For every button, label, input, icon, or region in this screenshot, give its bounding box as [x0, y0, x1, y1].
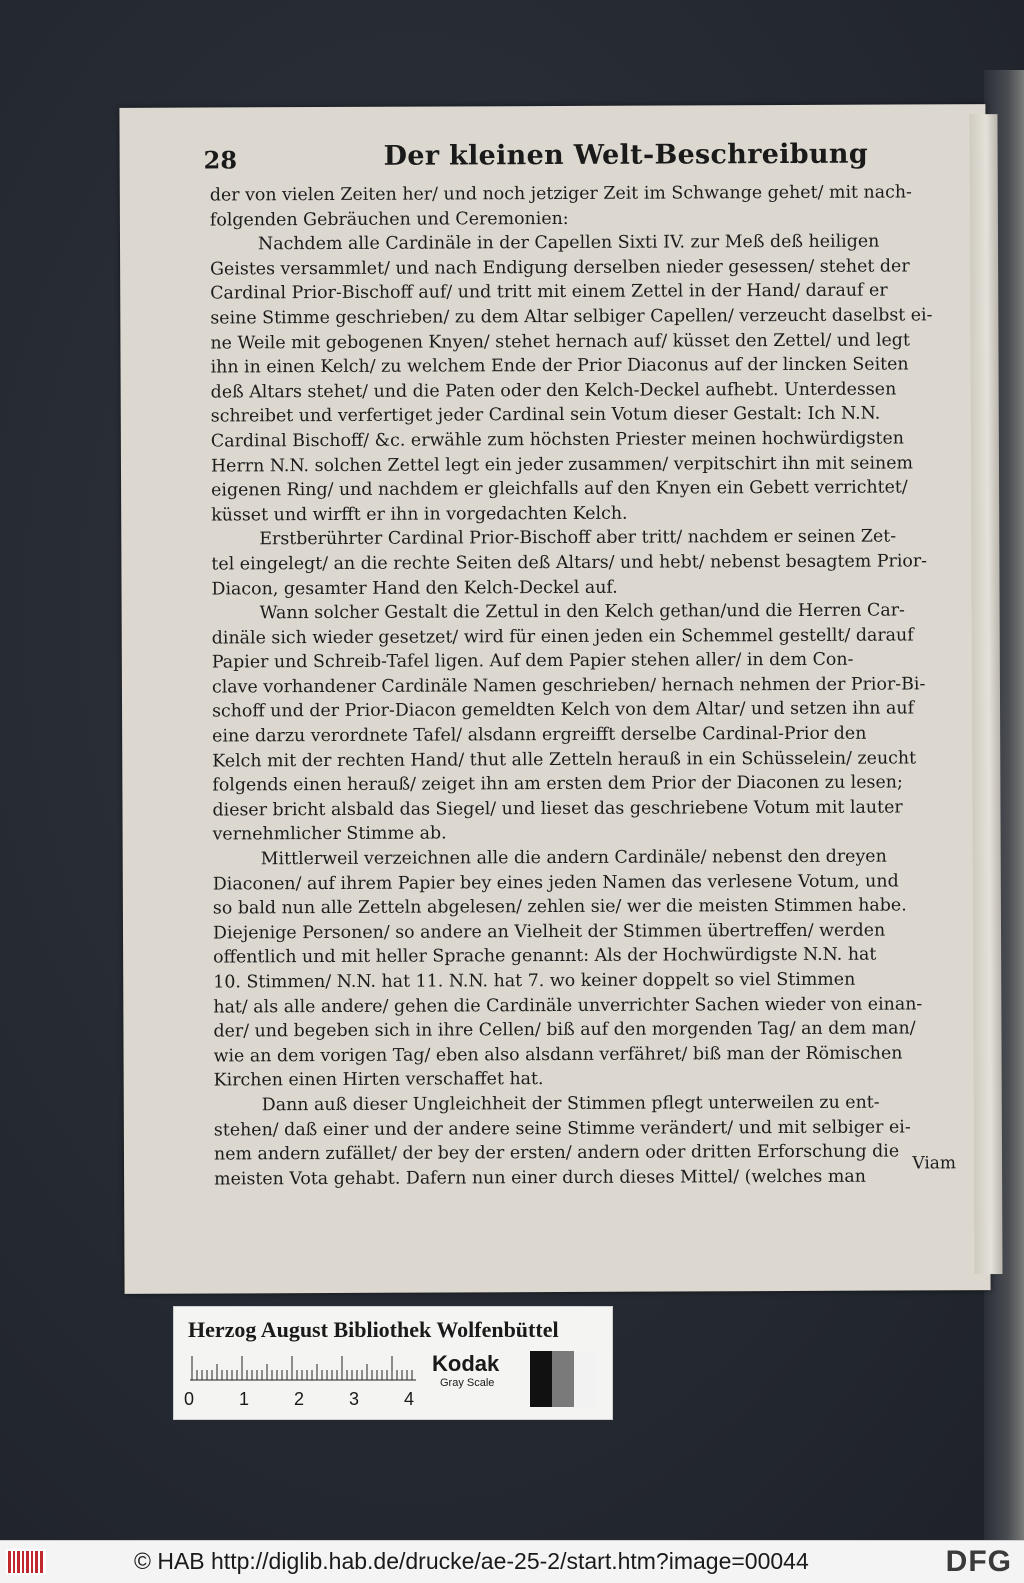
text-line: küsset und wirfft er ihn in vorgedachten Kelch. — [211, 503, 628, 526]
text-line: so bald nun alle Zetteln abgelesen/ zehlen sie/ wer die meisten Stimmen habe. — [212, 895, 907, 919]
text-line: eine darzu verordnete Tafel/ alsdann ergreifft derselbe Cardinal-Prior den — [212, 723, 867, 747]
ruler-number: 4 — [404, 1389, 415, 1409]
book-page — [119, 104, 990, 1294]
text-line: tel eingelegt/ an die rechte Seiten deß Altars/ und hebt/ nebenst besagtem Prior- — [211, 551, 928, 575]
text-line: Diaconen/ auf ihrem Papier bey eines jeden Namen das verlesene Votum, und — [212, 871, 899, 895]
text-line: Geistes versammlet/ und nach Endigung derselben nieder gesessen/ stehet der — [210, 256, 910, 280]
ruler-number: 3 — [349, 1389, 360, 1409]
running-title: Der kleinen Welt-Beschreibung — [383, 138, 869, 172]
text-line: Herrn N.N. solchen Zettel legt ein jeder zusammen/ verpitschirt ihn mit seinem — [210, 452, 914, 477]
text-line: deß Altars stehet/ und die Paten oder den Kelch-Deckel aufhebt. Unterdessen — [210, 379, 897, 403]
footer-bar — [0, 1540, 1024, 1583]
text-line: wie an dem vorigen Tag/ eben also alsdann verfähret/ biß man der Römischen — [213, 1043, 903, 1067]
text-line: offentlich und mit heller Sprache genannt: Als der Hochwürdigste N.N. hat — [213, 945, 877, 968]
body-text — [209, 180, 957, 1192]
text-line: folgends einen herauß/ zeiget ihn am ersten dem Prior der Diaconen zu lesen; — [212, 772, 903, 796]
text-line: schreibet und verfertiget jeder Cardinal sein Votum dieser Gestalt: Ich N.N. — [210, 403, 881, 427]
ruler-icon — [190, 1355, 416, 1381]
text-line: vernehmlicher Stimme ab. — [212, 823, 447, 845]
ruler-number: 2 — [294, 1389, 305, 1409]
dfg-logo: DFG — [945, 1545, 1012, 1578]
text-line: meisten Vota gehabt. Dafern nun einer durch dieses Mittel/ (welches man — [214, 1166, 866, 1190]
text-line: Cardinal Bischoff/ &c. erwähle zum höchsten Priester meinen hochwürdigsten — [210, 428, 905, 452]
gray-patch-mid — [552, 1351, 574, 1407]
kodak-subtitle: Gray Scale — [440, 1377, 495, 1389]
color-calibration-card — [173, 1306, 613, 1420]
page-fold — [969, 114, 1002, 1274]
ruler-numbers — [184, 1389, 424, 1411]
text-line: dinäle sich wieder gesetzet/ wird für einen jeden ein Schemmel gestellt/ darauf — [211, 625, 914, 649]
text-line: Erstberührter Cardinal Prior-Bischoff aber tritt/ nachdem er seinen Zet- — [259, 526, 897, 550]
text-line: clave vorhandener Cardinäle Namen geschrieben/ hernach nehmen der Prior-Bi- — [211, 674, 926, 698]
text-line: Papier und Schreib-Tafel ligen. Auf dem Papier stehen aller/ in dem Con- — [211, 649, 854, 673]
gray-patch-light — [574, 1351, 596, 1407]
page-header — [204, 134, 964, 177]
ruler-number: 1 — [239, 1389, 250, 1409]
text-line: seine Stimme geschrieben/ zu dem Altar selbiger Capellen/ verzeucht daselbst ei- — [210, 305, 933, 329]
text-line: folgenden Gebräuchen und Ceremonien: — [209, 208, 569, 231]
text-line: Kelch mit der rechten Hand/ thut alle Zetteln herauß in ein Schüsselein/ zeucht — [212, 748, 917, 772]
text-line: schoff und der Prior-Diacon gemeldten Kelch von dem Altar/ und setzen ihn auf — [212, 698, 915, 722]
text-line: dieser bricht alsbald das Siegel/ und lieset das geschriebene Votum mit lauter — [212, 797, 903, 821]
text-line: ne Weile mit gebogenen Knyen/ stehet hernach auf/ küsset den Zettel/ und legt — [210, 330, 910, 354]
text-line: stehen/ daß einer und der andere seine Stimme verändert/ und mit selbiger ei- — [213, 1117, 911, 1141]
text-line: eigenen Ring/ und nachdem er gleichfalls auf den Knyen ein Gebett verrichtet/ — [211, 477, 908, 501]
text-line: Dann auß dieser Ungleichheit der Stimmen pflegt unterweilen zu ent- — [261, 1092, 880, 1116]
library-name: Herzog August Bibliothek Wolfenbüttel — [188, 1317, 559, 1342]
text-line: Diejenige Personen/ so andere an Vielheit der Stimmen übertreffen/ werden — [212, 920, 886, 944]
kodak-brand: Kodak — [432, 1351, 500, 1376]
catchword: Viam — [912, 1153, 957, 1174]
text-line: Kirchen einen Hirten verschaffet hat. — [213, 1069, 544, 1091]
page-number: 28 — [203, 145, 238, 175]
text-line: Cardinal Prior-Bischoff auf/ und tritt mit einem Zettel in der Hand/ darauf er — [210, 280, 888, 304]
hab-logo-icon — [6, 1547, 46, 1577]
text-line: hat/ als alle andere/ gehen die Cardinäle unverrichter Sachen wieder von einan- — [213, 993, 923, 1018]
text-line: Wann solcher Gestalt die Zettul in den Kelch gethan/und die Herren Car- — [259, 600, 905, 624]
copyright-url-link[interactable]: © HAB http://diglib.hab.de/drucke/ae-25-2/start.htm?image=00044 — [134, 1548, 809, 1574]
text-line: ihn in einen Kelch/ zu welchem Ende der Prior Diaconus auf der lincken Seiten — [210, 354, 909, 378]
text-line: nem andern zufället/ der bey der ersten/ andern oder dritten Erforschung die — [213, 1141, 900, 1165]
text-line: der/ und begeben sich in ihre Cellen/ biß auf den morgenden Tag/ an dem man/ — [213, 1018, 916, 1042]
text-line: Diacon, gesamter Hand den Kelch-Deckel auf. — [211, 577, 618, 599]
ruler-number: 0 — [184, 1389, 195, 1409]
gray-scale-patches — [530, 1351, 596, 1407]
text-line: Nachdem alle Cardinäle in der Capellen Sixti IV. zur Meß deß heiligen — [257, 231, 880, 255]
text-line: Mittlerweil verzeichnen alle die andern Cardinäle/ nebenst den dreyen — [260, 846, 887, 870]
gray-patch-dark — [530, 1351, 552, 1407]
text-line: 10. Stimmen/ N.N. hat 11. N.N. hat 7. wo keiner doppelt so viel Stimmen — [213, 969, 856, 993]
text-line: der von vielen Zeiten her/ und noch jetziger Zeit im Schwange gehet/ mit nach- — [209, 182, 912, 206]
